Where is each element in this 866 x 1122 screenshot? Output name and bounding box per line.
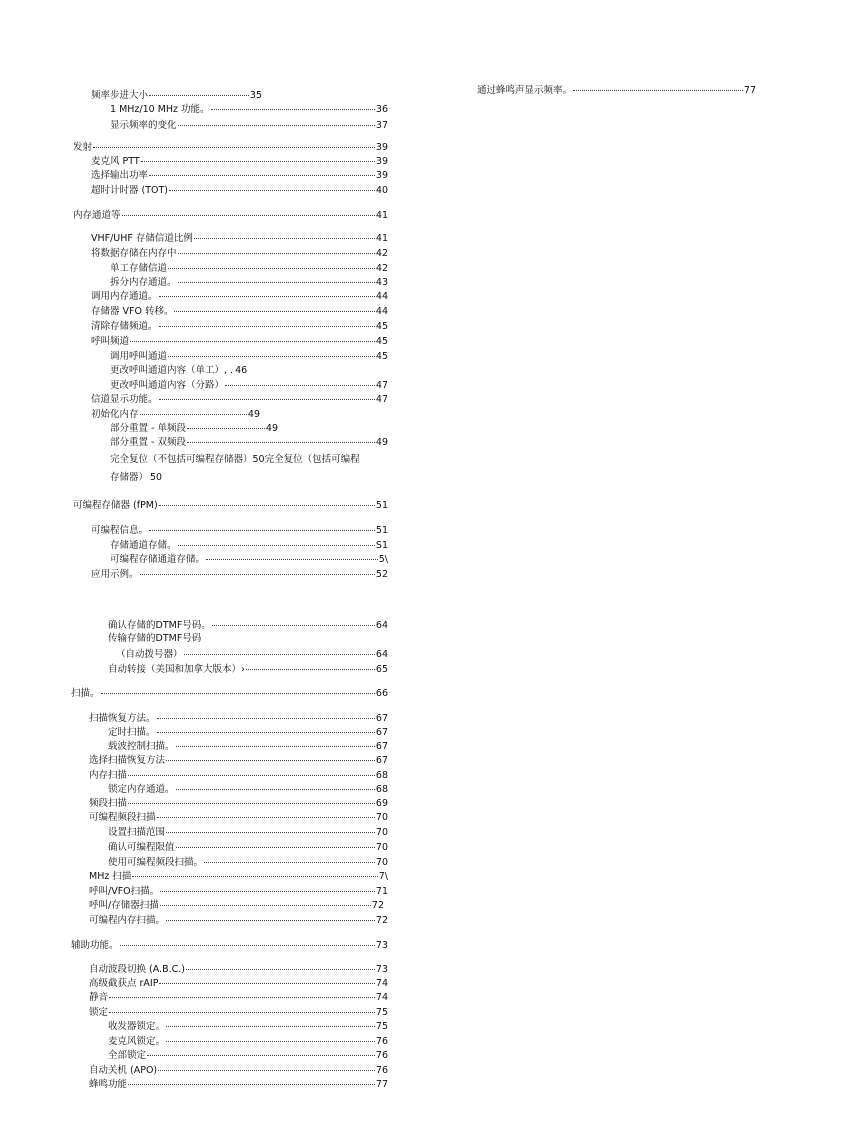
toc-entry [110,118,388,131]
toc-entry-label: 静音 [89,992,109,1003]
toc-dot-leader [158,1061,375,1071]
toc-entry [91,319,388,332]
toc-entry [110,349,388,362]
toc-entry-label: 调用呼叫通道 [110,351,168,362]
toc-entry-page: 5\ [378,554,388,565]
toc-entry-label: 部分重置 - 双频段 [110,437,186,448]
toc-dot-leader [159,317,375,327]
toc-dot-leader [157,808,375,818]
toc-entry [89,913,388,926]
toc-entry-label: 扫描恢复方法。 [89,713,156,724]
toc-entry [89,1077,388,1090]
toc-dot-leader [166,1032,375,1042]
toc-entry-label: 呼叫/存储器扫描 [89,900,159,911]
toc-entry [89,869,388,882]
toc-entry-label: 自动关机 (APO) [89,1065,158,1076]
toc-entry [71,686,388,699]
toc-entry-label: 1 MHz/10 MHz 功能。 [110,104,210,115]
toc-entry [108,632,201,645]
toc-entry [110,552,388,565]
toc-dot-leader [122,206,375,216]
toc-entry-page: 74 [375,978,388,989]
toc-entry-page: 41 [375,210,388,221]
toc-dot-leader [206,550,378,560]
toc-entry-label: 应用示例。 [91,569,139,580]
toc-entry-page: 49 [247,409,260,420]
toc-entry [73,498,388,511]
toc-entry [110,453,360,466]
toc-entry-label: 将数据存储在内存中 [91,248,177,259]
toc-entry-label: 清除存储频道。 [91,321,158,332]
toc-entry-label: 设置扫描范围 [108,827,166,838]
toc-dot-leader [149,521,375,531]
toc-entry-label: 麦克风 PTT [91,156,140,167]
toc-entry-page: 44 [375,306,388,317]
toc-dot-leader [225,376,375,386]
toc-entry-label: 确认存储的DTMF号码。 [108,620,211,631]
toc-entry-label: 自动转接（美国和加拿大版本）› [108,664,245,675]
toc-dot-leader [132,867,377,877]
toc-entry-label: MHz 扫描 [89,871,132,882]
toc-entry [71,938,388,951]
toc-dot-leader [178,116,375,126]
toc-entry-page: 45 [375,321,388,332]
toc-entry [73,208,388,221]
toc-entry [91,231,388,244]
toc-entry-label: 发射 [73,142,93,153]
toc-entry [89,990,388,1003]
toc-entry-label: 存储器 VFO 转移。 [91,306,174,317]
toc-entry-page: 68 [375,784,388,795]
toc-entry-label: 频率步进大小 [91,90,149,101]
toc-dot-leader [176,838,375,848]
toc-dot-leader [159,496,375,506]
toc-entry-page: 45 [375,351,388,362]
toc-entry-page: 67 [375,713,388,724]
toc-entry-label: 更改呼叫通道内容（单工）, . [110,365,234,376]
toc-entry [108,1048,388,1061]
toc-entry [91,567,388,580]
toc-entry-page: 40 [375,185,388,196]
toc-dot-leader [573,81,743,91]
toc-entry-page: 66 [375,688,388,699]
toc-entry-label: 载波控制扫描。 [108,741,175,752]
toc-dot-leader [140,565,375,575]
toc-entry-page: 64 [375,649,388,660]
toc-entry-page: 67 [375,741,388,752]
toc-entry-page: 72 [375,915,388,926]
toc-dot-leader [109,988,375,998]
toc-entry-page: 75 [375,1021,388,1032]
toc-entry-page: 36 [375,104,388,115]
toc-entry-page: 71 [375,886,388,897]
toc-entry-page: 67 [375,755,388,766]
toc-entry-label: 内存扫描 [89,770,128,781]
toc-entry-label: 呼叫频道 [91,336,130,347]
toc-entry-page: 70 [375,827,388,838]
toc-entry [91,168,388,181]
toc-dot-leader [128,1075,375,1085]
toc-entry-label: 显示频率的变化 [110,120,177,131]
toc-entry-label: 频段扫描 [89,798,128,809]
toc-entry-page: 70 [375,812,388,823]
toc-entry-label: 单工存储信道 [110,263,168,274]
toc-entry-page: S1 [375,540,388,551]
toc-entry-label: 存储通道存储。 [110,540,177,551]
toc-entry-label: 部分重置 - 单频段 [110,423,186,434]
toc-entry [110,435,388,448]
toc-entry-label: 可编程存储器 (fPM) [73,500,158,511]
toc-entry-page: 47 [375,394,388,405]
toc-entry-page: 43 [375,277,388,288]
toc-entry [91,304,388,317]
toc-entry-page: 76 [375,1065,388,1076]
toc-entry-page: 44 [375,291,388,302]
toc-dot-leader [149,86,249,96]
toc-dot-leader [120,936,375,946]
toc-entry [477,83,756,96]
toc-entry-page: 77 [743,85,756,96]
toc-dot-leader [159,287,375,297]
toc-entry-page: 76 [375,1050,388,1061]
toc-entry-label: 锁定内存通道。 [108,784,175,795]
toc-entry-page: 41 [375,233,388,244]
toc-entry-page: 51 [375,500,388,511]
toc-dot-leader [149,166,375,176]
toc-entry-page: 77 [375,1079,388,1090]
toc-entry [89,898,384,911]
toc-entry-page: 76 [375,1036,388,1047]
toc-entry-label: 传输存储的DTMF号码 [108,633,202,644]
toc-dot-leader [128,766,375,776]
toc-dot-leader [176,780,375,790]
toc-dot-leader [194,229,375,239]
toc-dot-leader [178,244,375,254]
toc-entry-label: 麦克风锁定。 [108,1036,166,1047]
toc-entry-page: 39 [375,156,388,167]
toc-entry-label: 存储器） [110,472,149,483]
toc-dot-leader [160,896,371,906]
toc-entry-label: 超时计时器 (TOT) [91,185,169,196]
toc-entry-label: 呼叫/VFO扫描。 [89,886,160,897]
toc-dot-leader [166,911,375,921]
toc-entry-label: 完全复位（不包括可编程存储器）50完全复位（包括可编程 [110,454,360,465]
toc-entry-page: 65 [375,664,388,675]
toc-entry-page: 42 [375,248,388,259]
toc-entry [108,825,388,838]
toc-entry-label: （自动拨号器） [116,649,183,660]
toc-entry-label: 拆分内存通道。 [110,277,177,288]
toc-entry-label: 蜂鸣功能 [89,1079,128,1090]
toc-entry-page: 35 [249,90,262,101]
toc-entry [116,647,388,660]
toc-dot-leader [166,751,375,761]
toc-dot-leader [187,419,265,429]
toc-entry-page: 47 [375,380,388,391]
toc-entry-label: 可编程存储通道存储。 [110,554,206,565]
toc-entry-label: 信道显示功能。 [91,394,158,405]
toc-entry-page: 39 [375,142,388,153]
toc-entry [91,523,388,536]
toc-entry [91,289,388,302]
toc-entry [108,618,388,631]
toc-entry-label: 高级截获点 rAIP [89,978,159,989]
toc-entry [89,753,388,766]
toc-entry-label: 锁定 [89,1007,109,1018]
toc-entry-page: 73 [375,964,388,975]
toc-dot-leader [178,536,375,546]
toc-dot-leader [187,433,375,443]
toc-entry-page: 75 [375,1007,388,1018]
toc-entry-page: 7\ [378,871,388,882]
toc-dot-leader [101,684,375,694]
toc-entry [108,662,388,675]
toc-dot-leader [168,259,375,269]
toc-entry-page: 69 [375,798,388,809]
toc-entry-label: 使用可编程频段扫描。 [108,857,204,868]
toc-entry-label: 选择扫描恢复方法 [89,755,166,766]
toc-entry-label: 可编程频段扫描 [89,812,156,823]
toc-entry-page: 50 [150,472,163,483]
toc-entry-label: 辅助功能。 [71,940,119,951]
toc-dot-leader [147,1046,375,1056]
toc-dot-leader [169,181,375,191]
toc-entry-page: 70 [375,842,388,853]
toc-entry [108,840,388,853]
toc-entry-page: 73 [375,940,388,951]
toc-dot-leader [174,302,374,312]
toc-entry [110,471,162,484]
toc-entry-label: 确认可编程限值 [108,842,175,853]
toc-dot-leader [246,660,375,670]
toc-entry [110,102,388,115]
toc-dot-leader [130,332,375,342]
toc-entry-label: VHF/UHF 存储信道比例 [91,233,193,244]
toc-entry-label: 更改呼叫通道内容（分路） [110,380,225,391]
toc-entry-page: 52 [375,569,388,580]
toc-entry-page: 64 [375,620,388,631]
toc-entry [91,246,388,259]
toc-entry-label: 可编程信息。 [91,525,149,536]
toc-entry-page: 49 [375,437,388,448]
toc-dot-leader [109,1003,375,1013]
toc-dot-leader [211,100,375,110]
toc-dot-leader [93,138,375,148]
toc-entry-label: 可编程内存扫描。 [89,915,166,926]
toc-entry-label: 自动波段切换 (A.B.C.) [89,964,185,975]
toc-dot-leader [159,390,375,400]
toc-entry-label: 通过蜂鸣声显示频率。 [477,85,573,96]
toc-dot-leader [128,794,375,804]
toc-entry-page: 70 [375,857,388,868]
toc-entry-label: 初始化内存 [91,409,139,420]
toc-dot-leader [178,273,375,283]
toc-dot-leader [140,405,247,415]
toc-entry-label: 扫描。 [71,688,100,699]
toc-entry [91,183,388,196]
toc-entry [91,334,388,347]
toc-dot-leader [166,823,375,833]
toc-entry [91,392,388,405]
toc-entry-label: 内存通道等 [73,210,121,221]
toc-entry [108,1019,388,1032]
toc-entry-page: 49 [265,423,278,434]
toc-entry-page: 37 [375,120,388,131]
toc-dot-leader [186,960,375,970]
toc-dot-leader [159,974,374,984]
toc-entry-page: 51 [375,525,388,536]
toc-entry-page: 42 [375,263,388,274]
toc-entry [89,810,388,823]
toc-dot-leader [141,152,375,162]
toc-dot-leader [204,853,375,863]
toc-entry-page: 45 [375,336,388,347]
toc-entry-page: 72 [371,900,384,911]
toc-dot-leader [157,723,375,733]
toc-dot-leader [176,737,375,747]
toc-entry-label: 调用内存通道。 [91,291,158,302]
toc-entry-label: 收发器锁定。 [108,1021,166,1032]
toc-dot-leader [184,645,375,655]
toc-entry-page: 39 [375,170,388,181]
toc-entry-label: 全部锁定 [108,1050,147,1061]
toc-entry-page: 74 [375,992,388,1003]
toc-dot-leader [160,882,375,892]
toc-dot-leader [168,347,375,357]
toc-dot-leader [157,709,375,719]
toc-dot-leader [212,616,375,626]
toc-entry-page: 68 [375,770,388,781]
toc-entry-page: 46 [235,365,248,376]
toc-dot-leader [166,1017,375,1027]
toc-entry-label: 定时扫描。 [108,727,156,738]
toc-entry-label: 选择输出功率 [91,170,149,181]
toc-entry-page: 67 [375,727,388,738]
